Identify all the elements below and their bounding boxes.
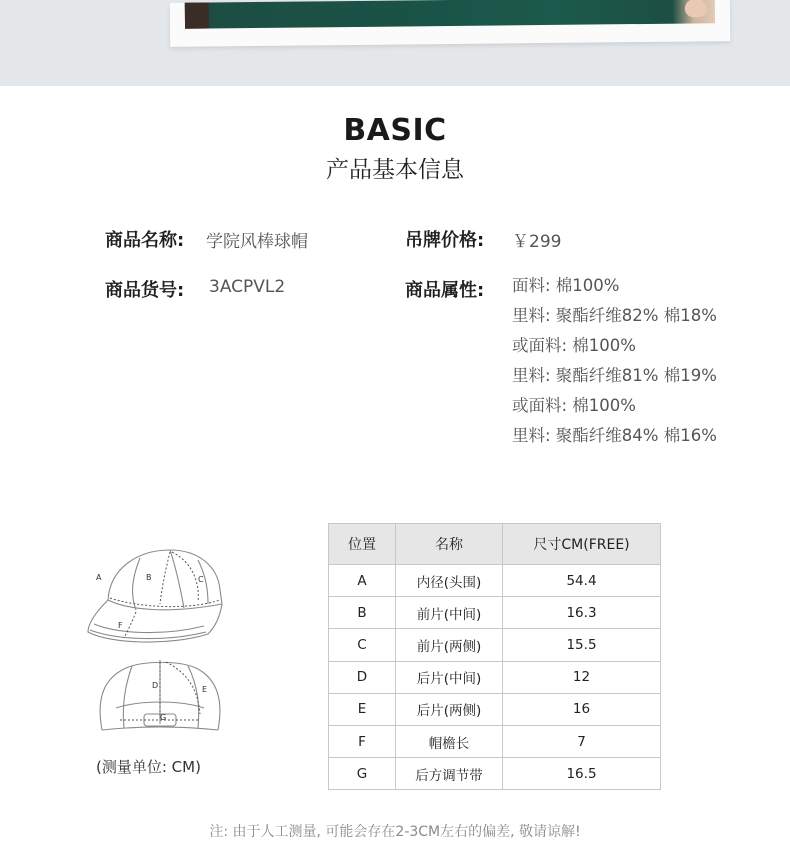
diagram-letter: B bbox=[146, 573, 152, 582]
cell-position: G bbox=[329, 758, 396, 790]
table-row bbox=[329, 758, 661, 790]
model-hand bbox=[685, 0, 707, 18]
price-value: ￥299 bbox=[512, 232, 562, 252]
top-banner bbox=[0, 0, 790, 86]
attribute-line: 或面料: 棉100% bbox=[512, 336, 636, 355]
model-photo bbox=[185, 0, 715, 29]
cell-size: 16.3 bbox=[503, 597, 661, 629]
table-row bbox=[329, 693, 661, 725]
header-size: 尺寸CM(FREE) bbox=[503, 524, 661, 565]
diagram-letter: G bbox=[160, 713, 167, 722]
price-label: 吊牌价格: bbox=[405, 230, 485, 251]
size-table bbox=[328, 523, 661, 790]
cap-measurement-diagram-icon bbox=[80, 538, 240, 738]
attribute-label: 商品属性: bbox=[405, 280, 485, 301]
cell-position: C bbox=[329, 629, 396, 661]
measurement-disclaimer: 注: 由于人工测量, 可能会存在2-3CM左右的偏差, 敬请谅解! bbox=[209, 824, 581, 840]
header-position: 位置 bbox=[329, 524, 396, 565]
cell-name: 后片(两侧) bbox=[396, 693, 503, 725]
cell-size: 16 bbox=[503, 693, 661, 725]
cell-size: 15.5 bbox=[503, 629, 661, 661]
cell-size: 12 bbox=[503, 661, 661, 693]
cell-name: 前片(中间) bbox=[396, 597, 503, 629]
section-title-cn: 产品基本信息 bbox=[326, 157, 464, 183]
attribute-line: 里料: 聚酯纤维81% 棉19% bbox=[512, 366, 717, 385]
cell-name: 前片(两侧) bbox=[396, 629, 503, 661]
attribute-line: 或面料: 棉100% bbox=[512, 396, 636, 415]
cell-position: E bbox=[329, 693, 396, 725]
diagram-letter: C bbox=[198, 575, 204, 584]
cell-size: 7 bbox=[503, 725, 661, 757]
attribute-line: 里料: 聚酯纤维82% 棉18% bbox=[512, 306, 717, 325]
diagram-letter: A bbox=[96, 573, 102, 582]
diagram-letter: F bbox=[118, 621, 123, 630]
diagram-letter: E bbox=[202, 685, 208, 694]
table-header-row bbox=[329, 524, 661, 565]
cell-name: 内径(头围) bbox=[396, 565, 503, 597]
table-row bbox=[329, 629, 661, 661]
cell-name: 帽檐长 bbox=[396, 725, 503, 757]
table-row bbox=[329, 661, 661, 693]
product-name-label: 商品名称: bbox=[105, 230, 185, 251]
unit-note: (测量单位: CM) bbox=[96, 758, 201, 776]
sku-label: 商品货号: bbox=[105, 280, 185, 301]
table-row bbox=[329, 725, 661, 757]
product-name-value: 学院风棒球帽 bbox=[206, 232, 308, 252]
attribute-line: 面料: 棉100% bbox=[512, 276, 620, 295]
cell-position: A bbox=[329, 565, 396, 597]
attribute-line: 里料: 聚酯纤维84% 棉16% bbox=[512, 426, 717, 445]
cell-position: F bbox=[329, 725, 396, 757]
cell-size: 54.4 bbox=[503, 565, 661, 597]
cell-name: 后方调节带 bbox=[396, 758, 503, 790]
diagram-letter: D bbox=[152, 681, 159, 690]
cell-name: 后片(中间) bbox=[396, 661, 503, 693]
photo-frame bbox=[170, 0, 730, 47]
section-title-en: BASIC bbox=[343, 113, 447, 148]
cell-position: B bbox=[329, 597, 396, 629]
table-row bbox=[329, 597, 661, 629]
cell-position: D bbox=[329, 661, 396, 693]
cell-size: 16.5 bbox=[503, 758, 661, 790]
header-name: 名称 bbox=[396, 524, 503, 565]
model-hair bbox=[185, 3, 209, 29]
sku-value: 3ACPVL2 bbox=[209, 277, 286, 297]
table-row bbox=[329, 565, 661, 597]
